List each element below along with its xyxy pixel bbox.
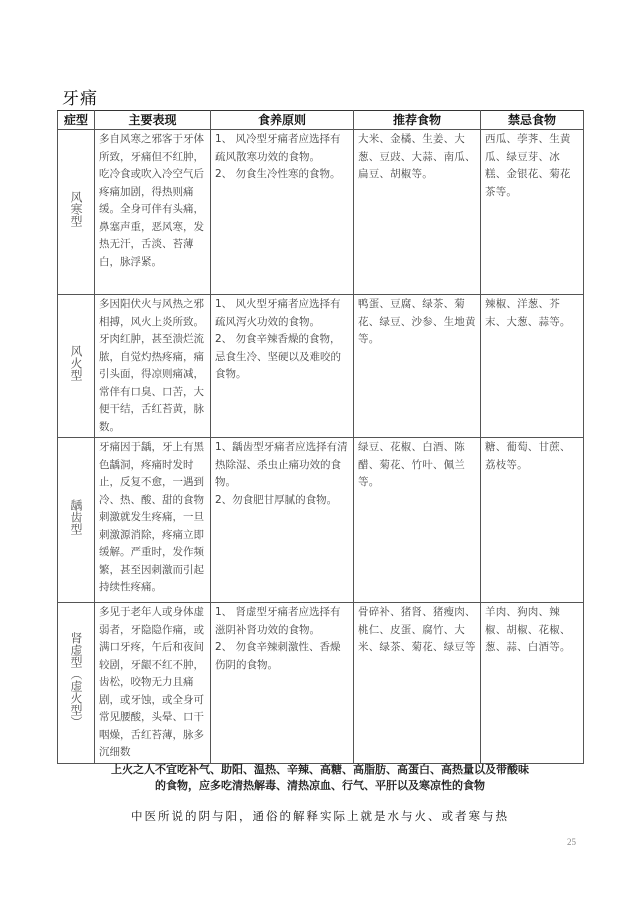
header-principles: 食养原则 [211,111,354,130]
yin-yang-note: 中医所说的阴与阳，通俗的解释实际上就是水与火、或者寒与热 [131,809,509,823]
table-header-row [58,111,584,130]
symptoms-cell: 多见于老年人或身体虚弱者，牙隐隐作痛，或满口牙疼，午后和夜间较剧，牙龈不红不肿，齿松，咬物无力且痛剧，或牙蚀，或全身可常见腰酸，头晕、口干咽燥，舌红苔薄，脉多沉细数 [95,603,211,764]
avoid-cell: 糖、葡萄、甘蔗、荔枝等。 [481,438,584,603]
recommended-cell: 骨碎补、猪肾、猪瘦肉、桃仁、皮蛋、腐竹、大米、绿茶、菊花、绿豆等 [354,603,481,764]
symptoms-cell: 牙痛因于龋，牙上有黑色龋洞，疼痛时发时止，反复不愈，一遇到冷、热、酸、甜的食物刺激就发生疼痛，一旦刺激源消除，疼痛立即缓解。严重时，发作频繁，甚至因刺激而引起持续性疼痛。 [95,438,211,603]
table-row [58,438,584,603]
principle-item: 2、 勿食辛辣刺激性、香燥伤阴的食物。 [215,641,341,671]
avoid-cell: 辣椒、洋葱、芥末、大葱、蒜等。 [481,295,584,438]
diet-note [0,762,640,794]
principles-cell [211,603,354,764]
page-number: 25 [567,837,576,847]
header-symptoms: 主要表现 [95,111,211,130]
principle-item: 2、 勿食辛辣香燥的食物，忌食生冷、坚硬以及难咬的食物。 [215,333,341,380]
header-type: 症型 [58,111,95,130]
principle-item: 1、 风火型牙痛者应选择有疏风泻火功效的食物。 [215,298,341,328]
principle-item: 2、 勿食生冷性寒的食物。 [215,168,341,180]
page-title: 牙痛 [62,89,98,109]
symptoms-cell: 多因阳伏火与风热之邪相搏，风火上炎所致。牙肉红肿，甚至溃烂流脓，自觉灼热疼痛，痛引头面，得凉则痛减，常伴有口臭、口苦，大便干结，舌红苔黄，脉数。 [95,295,211,438]
avoid-cell: 西瓜、荸荠、生黄瓜、绿豆芽、冰糕、金银花、菊花茶等。 [481,130,584,295]
principle-item: 1、 风冷型牙痛者应选择有疏风散寒功效的食物。 [215,133,341,163]
table-row [58,295,584,438]
recommended-cell: 绿豆、花椒、白酒、陈醋、菊花、竹叶、佩兰等。 [354,438,481,603]
type-label: 风火型 [69,345,83,382]
principles-cell [211,438,354,603]
recommended-cell: 大米、金橘、生姜、大葱、豆豉、大蒜、南瓜、扁豆、胡椒等。 [354,130,481,295]
diet-note-line-2: 的食物，应多吃清热解毒、清热凉血、行气、平肝以及寒凉性的食物 [155,779,485,792]
principle-item: 2、勿食肥甘厚腻的食物。 [215,493,338,506]
principle-item: 1、 肾虚型牙痛者应选择有滋阴补肾功效的食物。 [215,606,341,636]
principles-cell [211,295,354,438]
table-row [58,130,584,295]
table-row [58,603,584,764]
header-avoid: 禁忌食物 [481,111,584,130]
symptoms-cell: 多自风寒之邪客于牙体所致，牙痛但不红肿，吃冷食或吹入冷空气后疼痛加剧，得热则痛缓。全身可伴有头痛，鼻塞声重，恶风寒，发热无汗，舌淡、苔薄白，脉浮紧。 [95,130,211,295]
type-label: 龋齿型 [69,499,83,536]
toothache-diet-table [57,110,584,764]
diet-note-line-1: 上火之人不宜吃补气、助阳、温热、辛辣、高糖、高脂肪、高蛋白、高热量以及带酸味 [111,763,529,776]
principle-item: 1、龋齿型牙痛者应选择有清热除湿、杀虫止痛功效的食物。 [215,441,348,488]
header-recommended: 推荐食物 [354,111,481,130]
type-label: 肾虚型（虚火型） [69,632,83,728]
recommended-cell: 鸭蛋、豆腐、绿茶、菊花、绿豆、沙参、生地黄等。 [354,295,481,438]
type-label: 风寒型 [69,191,83,228]
avoid-cell: 羊肉、狗肉、辣椒、胡椒、花椒、葱、蒜、白酒等。 [481,603,584,764]
principles-cell [211,130,354,295]
